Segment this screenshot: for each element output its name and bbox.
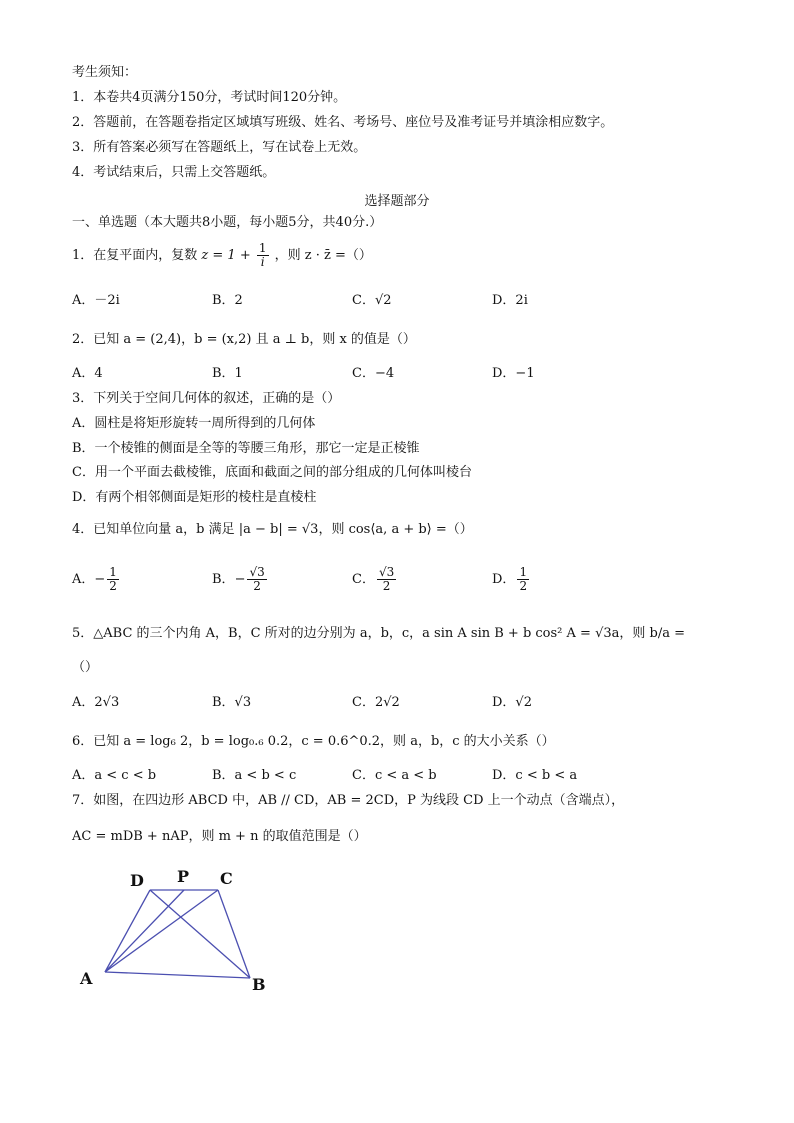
q1-prefix: 1．在复平面内，复数: [72, 248, 198, 263]
q4-opt-d-den: 2: [519, 579, 528, 593]
q5-paren: （）: [72, 660, 99, 675]
label-B: B: [252, 975, 266, 994]
notice-item-3: 3．所有答案必须写在答题纸上，写在试卷上无效。: [72, 140, 367, 155]
question-4: 4．已知单位向量 a，b 满足 |a − b| = √3，则 cos⟨a, a + b⟩ =（）: [72, 522, 473, 537]
q5-option-b: B．√3: [212, 695, 252, 710]
q4-opt-a-label: A．: [72, 572, 95, 587]
q3-option-d: D．有两个相邻侧面是矩形的棱柱是直棱柱: [72, 490, 317, 505]
q5-option-d: D．√2: [492, 695, 532, 710]
notice-item-1: 1．本卷共4页满分150分，考试时间120分钟。: [72, 90, 347, 105]
segment-AD: [105, 890, 150, 972]
q4-opt-b-label: B．: [212, 572, 235, 587]
q4-opt-d-num: 1: [519, 565, 528, 579]
segment-AC: [105, 890, 218, 972]
q5-option-a: A．2√3: [72, 695, 120, 710]
q4-option-c: [352, 566, 398, 593]
q1-option-d: D．2i: [492, 293, 528, 308]
q4-opt-c-frac: [377, 566, 396, 593]
label-P: P: [177, 867, 190, 886]
q4-option-d: [492, 566, 531, 593]
q4-opt-b-num: √3: [249, 565, 265, 579]
notice-item-2: 2．答题前，在答题卷指定区域填写班级、姓名、考场号、座位号及准考证号并填涂相应数字。: [72, 115, 614, 130]
q6-option-d: D．c < b < a: [492, 768, 578, 783]
q1-frac-num: 1: [258, 241, 267, 255]
q4-opt-a-frac: [107, 566, 119, 593]
part1-header: 一、单选题（本大题共8小题，每小题5分，共40分.）: [72, 215, 383, 230]
q5-option-c: C．2√2: [352, 695, 400, 710]
q1-fraction: [257, 242, 269, 269]
quadrilateral-figure: [70, 860, 280, 1000]
q2-option-d: D．−1: [492, 366, 535, 381]
q4-opt-a-den: 2: [109, 579, 117, 593]
q4-opt-b-sign: −: [234, 572, 246, 587]
q2-option-a: A．4: [72, 366, 103, 381]
question-2: 2．已知 a = (2,4)，b = (x,2) 且 a ⊥ b，则 x 的值是（）: [72, 332, 416, 347]
q1-option-c: C．√2: [352, 293, 392, 308]
q4-opt-b-frac: [247, 566, 266, 593]
q6-option-b: B．a < b < c: [212, 768, 297, 783]
q4-opt-c-label: C．: [352, 572, 375, 587]
q1-suffix: ，则 z · z̄ =（）: [274, 248, 372, 263]
q4-opt-d-frac: [517, 566, 529, 593]
question-5: 5．△ABC 的三个内角 A，B，C 所对的边分别为 a，b，c，a sin A sin B + b cos² A = √3a，则 b/a =: [72, 626, 685, 641]
q4-opt-c-num: √3: [378, 565, 395, 579]
q4-opt-a-sign: −: [94, 572, 106, 587]
q2-option-b: B．1: [212, 366, 243, 381]
q1-z-lhs: z = 1 +: [201, 248, 251, 263]
q1-frac-den: i: [260, 255, 265, 269]
q4-opt-c-den: 2: [382, 579, 391, 593]
q3-option-c: C．用一个平面去截棱锥，底面和截面之间的部分组成的几何体叫棱台: [72, 465, 472, 480]
segment-AB: [105, 972, 250, 978]
notice-item-4: 4．考试结束后，只需上交答题纸。: [72, 165, 276, 180]
q4-option-a: [72, 566, 121, 593]
q3-option-a: A．圆柱是将矩形旋转一周所得到的几何体: [72, 416, 316, 431]
segment-AP: [105, 890, 184, 972]
q1-option-b: B．2: [212, 293, 243, 308]
label-C: C: [220, 869, 233, 888]
question-6: 6．已知 a = log₆ 2，b = log₀.₆ 0.2，c = 0.6^0.2，则 a，b，c 的大小关系（）: [72, 734, 555, 749]
label-A: A: [80, 969, 93, 988]
q2-option-c: C．−4: [352, 366, 395, 381]
label-D: D: [130, 871, 144, 890]
q6-option-a: A．a < c < b: [72, 768, 157, 783]
question-7-line2: AC = mDB + nAP，则 m + n 的取值范围是（）: [72, 829, 367, 844]
segment-BC: [218, 890, 250, 978]
q6-option-c: C．c < a < b: [352, 768, 437, 783]
q4-opt-a-num: 1: [109, 565, 117, 579]
q4-opt-b-den: 2: [253, 579, 261, 593]
question-1: [72, 242, 372, 269]
section-title: 选择题部分: [364, 194, 430, 209]
q1-option-a: A．－2i: [72, 293, 120, 308]
question-7-line1: 7．如图，在四边形 ABCD 中，AB // CD，AB = 2CD，P 为线段 CD 上一个动点（含端点），: [72, 793, 625, 808]
notice-title: 考生须知：: [72, 65, 138, 80]
q4-option-b: [212, 566, 269, 593]
question-3: 3．下列关于空间几何体的叙述，正确的是（）: [72, 391, 341, 406]
q3-option-b: B．一个棱锥的侧面是全等的等腰三角形，那它一定是正棱锥: [72, 441, 420, 456]
q4-opt-d-label: D．: [492, 572, 516, 587]
